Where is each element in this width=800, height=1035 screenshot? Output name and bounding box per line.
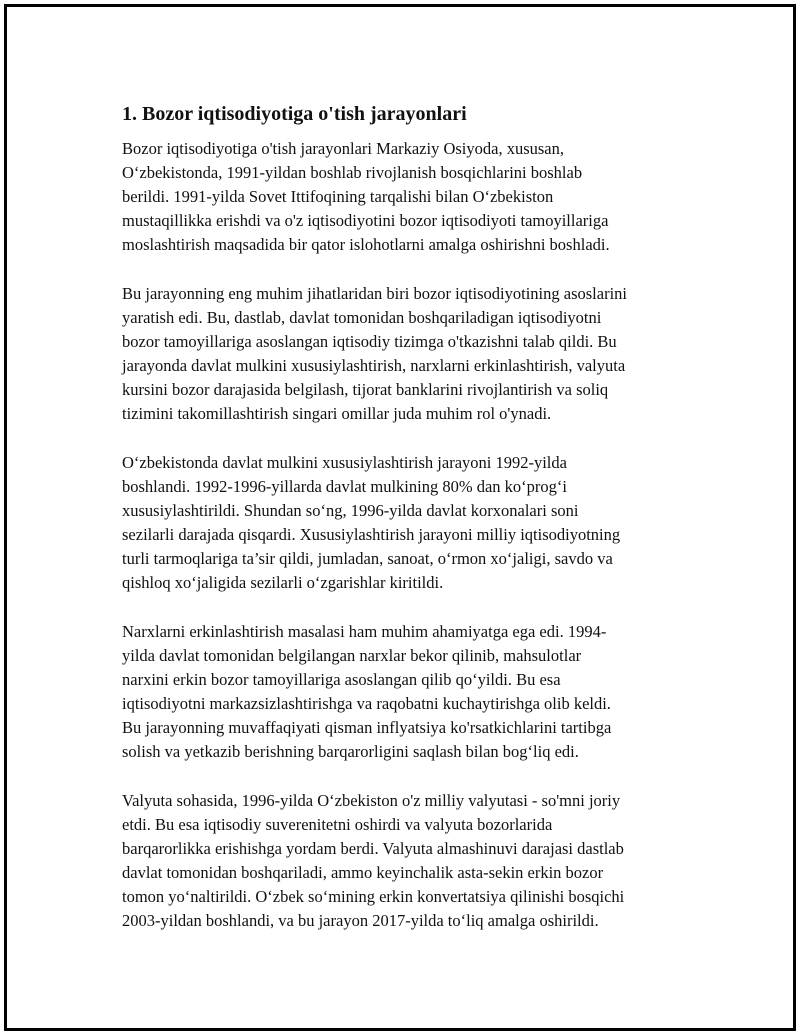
section-heading: 1. Bozor iqtisodiyotiga o'tish jarayonlari — [122, 103, 467, 125]
paragraph-1: Bozor iqtisodiyotiga o'tish jarayonlari Markaziy Osiyoda, xususan, O‘zbekistonda, 1991-yildan boshlab rivojlanish bosqichlarini boshlab berildi. 1991-yilda Sovet Ittifoqining tarqalishi bilan O‘zbekiston mustaqillikka erishdi va o'z iqtisodiyotini bozor iqtisodiyoti tamoyillariga moslashtirish maqsadida bir qator islohotlarni amalga oshirishni boshladi. — [122, 139, 610, 254]
page-frame — [4, 4, 796, 1031]
paragraph-5: Valyuta sohasida, 1996-yilda O‘zbekiston o'z milliy valyutasi - so'mni joriy etdi. Bu esa iqtisodiy suverenitetni oshirdi va valyuta bozorlarida barqarorlikka erishishga yordam berdi. Valyuta almashinuvi darajasi dastlab davlat tomonidan boshqariladi, ammo keyinchalik asta-sekin erkin bozor tomon yo‘naltirildi. O‘zbek so‘mining erkin konvertatsiya qilinishi bosqichi 2003-yildan boshlandi, va bu jarayon 2017-yilda to‘liq amalga oshirildi. — [122, 791, 625, 930]
paragraph-4: Narxlarni erkinlashtirish masalasi ham muhim ahamiyatga ega edi. 1994- yilda davlat tomonidan belgilangan narxlar bekor qilinib, mahsulotlar narxini erkin bozor tamoyillariga asoslangan qilib qo‘yildi. Bu esa iqtisodiyotni markazsizlashtirishga va raqobatni kuchaytirishga olib keldi. Bu jarayonning muvaffaqiyati qisman inflyatsiya ko'rsatkichlarini tartibga solish va yetkazib berishning barqarorligini saqlash bilan bog‘liq edi. — [122, 622, 612, 761]
document-body — [122, 101, 702, 958]
paragraph-2: Bu jarayonning eng muhim jihatlaridan biri bozor iqtisodiyotining asoslarini yaratish edi. Bu, dastlab, davlat tomonidan boshqariladigan iqtisodiyotni bozor tamoyillariga asoslangan iqtisodiy tizimga o'tkazishni talab qildi. Bu jarayonda davlat mulkini xususiylashtirish, narxlarni erkinlashtirish, valyuta kursini bozor darajasida belgilash, tijorat banklarini rivojlantirish va soliq tizimini takomillashtirish singari omillar juda muhim rol o'ynadi. — [122, 284, 628, 423]
paragraph-3: O‘zbekistonda davlat mulkini xususiylashtirish jarayoni 1992-yilda boshlandi. 1992-1996-yillarda davlat mulkining 80% dan ko‘prog‘i xususiylashtirildi. Shundan so‘ng, 1996-yilda davlat korxonalari soni sezilarli darajada qisqardi. Xususiylashtirish jarayoni milliy iqtisodiyotning turli tarmoqlariga ta’sir qildi, jumladan, sanoat, o‘rmon xo‘jaligi, savdo va qishloq xo‘jaligida sezilarli o‘zgarishlar kiritildi. — [122, 453, 621, 592]
